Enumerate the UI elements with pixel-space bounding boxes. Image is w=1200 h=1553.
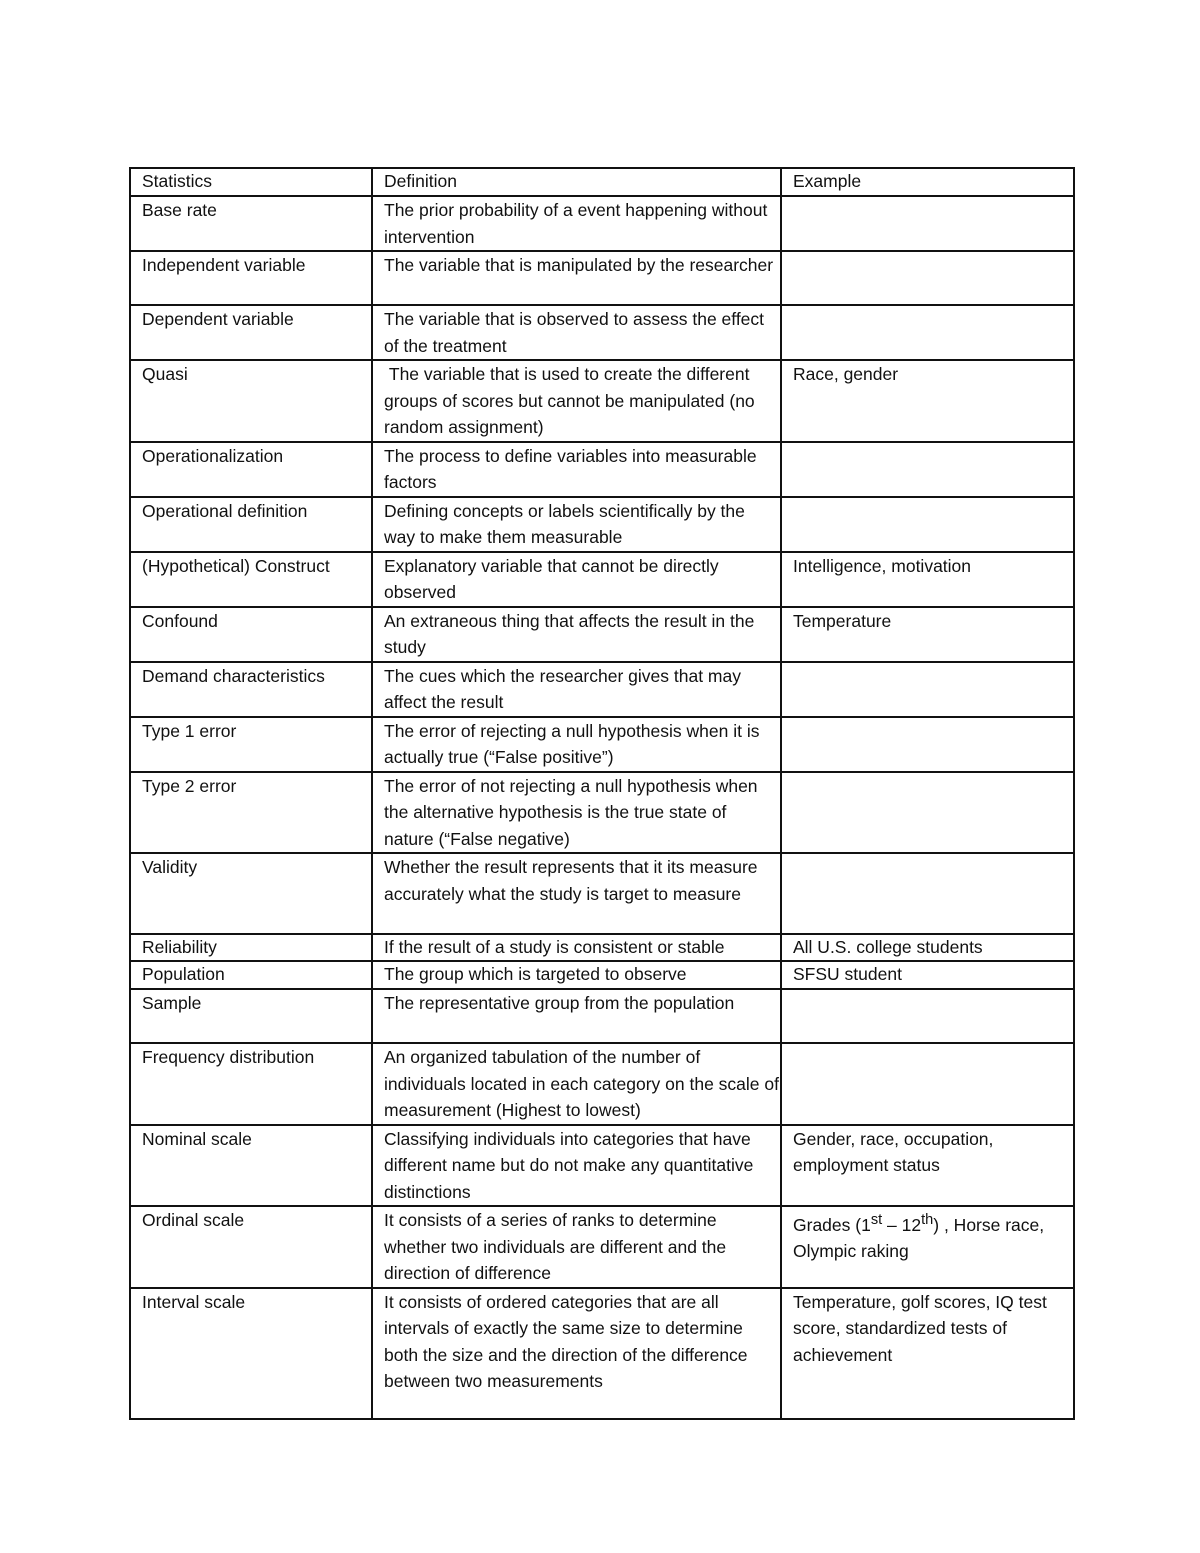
header-example: Example xyxy=(781,168,1074,196)
term-cell: Population xyxy=(130,961,372,989)
definition-cell: If the result of a study is consistent or stable xyxy=(372,934,781,961)
term-cell: Dependent variable xyxy=(130,305,372,360)
definition-cell: The representative group from the population xyxy=(372,989,781,1043)
example-cell xyxy=(781,1043,1074,1125)
table-row xyxy=(130,662,1074,717)
example-text: Grades (1 xyxy=(793,1214,871,1235)
definition-cell: An organized tabulation of the number of individuals located in each category on the scale of measurement (Highest to lowest) xyxy=(372,1043,781,1125)
term-cell: Frequency distribution xyxy=(130,1043,372,1125)
term-cell: Ordinal scale xyxy=(130,1206,372,1288)
header-statistics: Statistics xyxy=(130,168,372,196)
ordinal-suffix: st xyxy=(870,1212,883,1228)
example-cell: SFSU student xyxy=(781,961,1074,989)
definition-cell: The cues which the researcher gives that may affect the result xyxy=(372,662,781,717)
example-text: ) , Horse race, Olympic raking xyxy=(793,1214,1045,1262)
table-row xyxy=(130,305,1074,360)
table-row xyxy=(130,196,1074,251)
example-cell xyxy=(781,662,1074,717)
term-cell: Demand characteristics xyxy=(130,662,372,717)
table-row xyxy=(130,1043,1074,1125)
term-cell: Nominal scale xyxy=(130,1125,372,1207)
example-cell: Race, gender xyxy=(781,360,1074,442)
table-row xyxy=(130,251,1074,305)
example-cell: Temperature xyxy=(781,607,1074,662)
example-cell xyxy=(781,251,1074,305)
term-cell: Confound xyxy=(130,607,372,662)
definition-cell: Classifying individuals into categories that have different name but do not make any quantitative distinctions xyxy=(372,1125,781,1207)
definition-cell: It consists of ordered categories that are all intervals of exactly the same size to determine both the size and the direction of the difference between two measurements xyxy=(372,1288,781,1419)
example-text: – 12 xyxy=(882,1214,922,1235)
table-row xyxy=(130,442,1074,497)
table-header-row xyxy=(130,168,1074,196)
example-cell xyxy=(781,989,1074,1043)
example-cell xyxy=(781,853,1074,934)
example-cell xyxy=(781,305,1074,360)
definition-cell: Explanatory variable that cannot be directly observed xyxy=(372,552,781,607)
term-cell: (Hypothetical) Construct xyxy=(130,552,372,607)
table-row xyxy=(130,360,1074,442)
table-row xyxy=(130,1206,1074,1288)
table-row xyxy=(130,853,1074,934)
term-cell: Reliability xyxy=(130,934,372,961)
example-cell xyxy=(781,196,1074,251)
example-cell xyxy=(781,442,1074,497)
definition-cell: The variable that is used to create the different groups of scores but cannot be manipulated (no random assignment) xyxy=(372,360,781,442)
definition-cell: The error of rejecting a null hypothesis when it is actually true (“False positive”) xyxy=(372,717,781,772)
term-cell: Sample xyxy=(130,989,372,1043)
table-row xyxy=(130,1288,1074,1419)
table-row xyxy=(130,989,1074,1043)
definition-cell: The group which is targeted to observe xyxy=(372,961,781,989)
example-cell xyxy=(781,772,1074,854)
header-definition: Definition xyxy=(372,168,781,196)
definition-cell: The error of not rejecting a null hypothesis when the alternative hypothesis is the true state of nature (“False negative) xyxy=(372,772,781,854)
definition-cell: It consists of a series of ranks to determine whether two individuals are different and the direction of difference xyxy=(372,1206,781,1288)
definition-cell: The variable that is observed to assess the effect of the treatment xyxy=(372,305,781,360)
definition-cell: The variable that is manipulated by the researcher xyxy=(372,251,781,305)
table-row xyxy=(130,934,1074,961)
definition-cell: An extraneous thing that affects the result in the study xyxy=(372,607,781,662)
definition-cell: The process to define variables into measurable factors xyxy=(372,442,781,497)
example-cell xyxy=(781,1206,1074,1288)
term-cell: Operational definition xyxy=(130,497,372,552)
example-cell xyxy=(781,497,1074,552)
term-cell: Base rate xyxy=(130,196,372,251)
ordinal-suffix: th xyxy=(921,1212,934,1228)
table-row xyxy=(130,607,1074,662)
table-row xyxy=(130,961,1074,989)
term-cell: Type 1 error xyxy=(130,717,372,772)
term-cell: Quasi xyxy=(130,360,372,442)
definition-cell: The prior probability of a event happening without intervention xyxy=(372,196,781,251)
table-row xyxy=(130,552,1074,607)
term-cell: Interval scale xyxy=(130,1288,372,1419)
table-row xyxy=(130,497,1074,552)
term-cell: Operationalization xyxy=(130,442,372,497)
statistics-table xyxy=(129,167,1075,1420)
term-cell: Validity xyxy=(130,853,372,934)
table-row xyxy=(130,772,1074,854)
example-cell: Gender, race, occupation, employment status xyxy=(781,1125,1074,1207)
example-cell: All U.S. college students xyxy=(781,934,1074,961)
example-cell: Intelligence, motivation xyxy=(781,552,1074,607)
table-row xyxy=(130,1125,1074,1207)
example-cell xyxy=(781,717,1074,772)
definition-cell: Whether the result represents that it its measure accurately what the study is target to measure xyxy=(372,853,781,934)
example-cell: Temperature, golf scores, IQ test score, standardized tests of achievement xyxy=(781,1288,1074,1419)
table-row xyxy=(130,717,1074,772)
term-cell: Type 2 error xyxy=(130,772,372,854)
definition-cell: Defining concepts or labels scientifically by the way to make them measurable xyxy=(372,497,781,552)
term-cell: Independent variable xyxy=(130,251,372,305)
